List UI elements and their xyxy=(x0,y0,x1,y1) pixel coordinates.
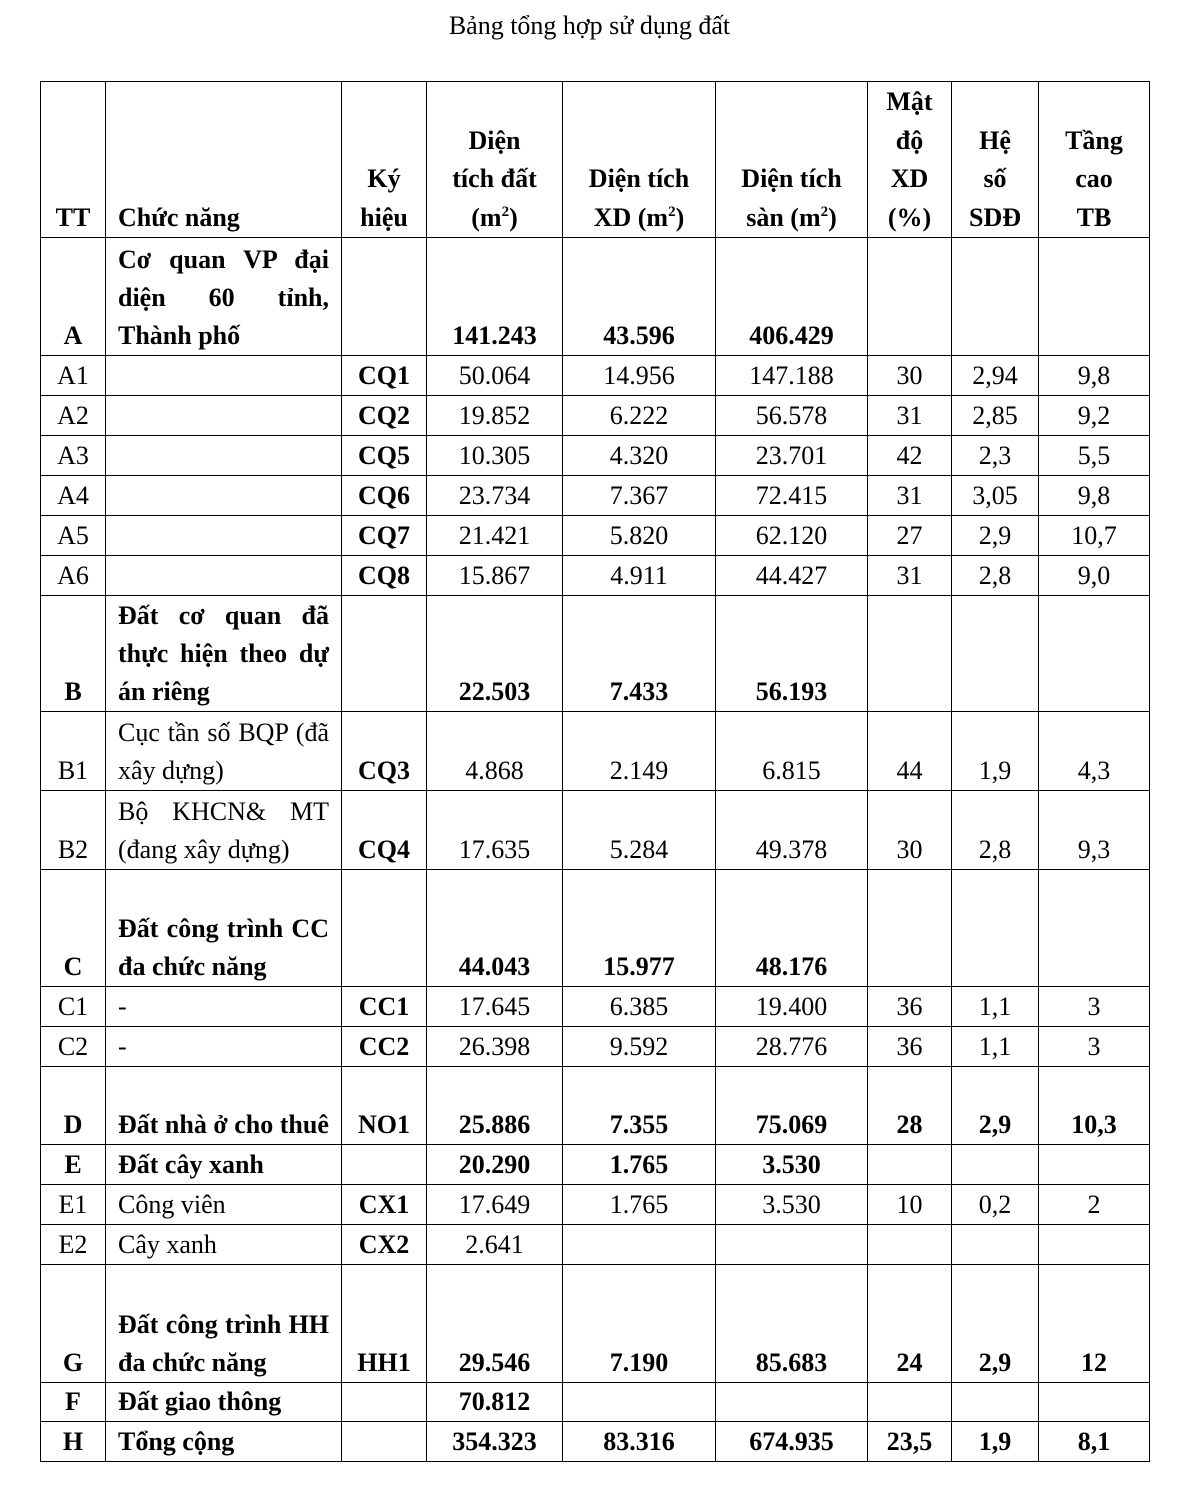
cell-mat-do: 42 xyxy=(868,436,952,476)
cell-dien-tich-dat: 29.546 xyxy=(427,1265,563,1383)
cell-tt: A6 xyxy=(41,556,106,596)
cell-tt: E2 xyxy=(41,1225,106,1265)
cell-dien-tich-san: 674.935 xyxy=(716,1422,868,1462)
cell-chuc-nang: - xyxy=(106,1027,342,1067)
cell-dien-tich-xd: 1.765 xyxy=(563,1145,716,1185)
cell-tang-cao: 3 xyxy=(1039,1027,1150,1067)
cell-ky-hieu: CQ2 xyxy=(342,396,427,436)
cell-mat-do: 27 xyxy=(868,516,952,556)
cell-mat-do: 31 xyxy=(868,396,952,436)
cell-tang-cao: 5,5 xyxy=(1039,436,1150,476)
table-row xyxy=(41,436,1150,476)
cell-dien-tich-xd: 6.222 xyxy=(563,396,716,436)
table-row xyxy=(41,516,1150,556)
cell-dien-tich-san: 48.176 xyxy=(716,870,868,987)
cell-he-so: 1,1 xyxy=(952,1027,1039,1067)
cell-chuc-nang xyxy=(106,396,342,436)
cell-he-so: 1,1 xyxy=(952,987,1039,1027)
cell-dien-tich-xd: 9.592 xyxy=(563,1027,716,1067)
cell-tt: E xyxy=(41,1145,106,1185)
cell-mat-do xyxy=(868,1225,952,1265)
cell-dien-tich-dat: 20.290 xyxy=(427,1145,563,1185)
cell-tang-cao: 8,1 xyxy=(1039,1422,1150,1462)
cell-he-so: 2,85 xyxy=(952,396,1039,436)
cell-mat-do: 10 xyxy=(868,1185,952,1225)
cell-mat-do: 36 xyxy=(868,987,952,1027)
cell-mat-do: 31 xyxy=(868,556,952,596)
cell-tang-cao xyxy=(1039,1145,1150,1185)
cell-mat-do: 44 xyxy=(868,712,952,791)
cell-chuc-nang: Cơ quan VP đại diện 60 tỉnh, Thành phố xyxy=(106,238,342,356)
cell-chuc-nang: Đất giao thông xyxy=(106,1383,342,1422)
cell-tt: A4 xyxy=(41,476,106,516)
cell-he-so: 3,05 xyxy=(952,476,1039,516)
cell-dien-tich-dat: 17.649 xyxy=(427,1185,563,1225)
cell-he-so: 2,8 xyxy=(952,791,1039,870)
header-dien-tich-xd: Diện tích XD $(m^2)$ xyxy=(563,82,716,238)
cell-ky-hieu: CQ5 xyxy=(342,436,427,476)
cell-chuc-nang: Đất công trình CC đa chức năng xyxy=(106,870,342,987)
table-row xyxy=(41,791,1150,870)
cell-dien-tich-dat: 354.323 xyxy=(427,1422,563,1462)
cell-ky-hieu xyxy=(342,1383,427,1422)
table-row xyxy=(41,712,1150,791)
cell-chuc-nang xyxy=(106,556,342,596)
cell-dien-tich-xd: 7.190 xyxy=(563,1265,716,1383)
header-chuc-nang: Chức năng xyxy=(106,82,342,238)
cell-he-so: 2,9 xyxy=(952,1265,1039,1383)
cell-tang-cao xyxy=(1039,1225,1150,1265)
table-row xyxy=(41,870,1150,987)
table-row xyxy=(41,1225,1150,1265)
cell-dien-tich-xd: 7.433 xyxy=(563,596,716,712)
cell-dien-tich-dat: 44.043 xyxy=(427,870,563,987)
cell-he-so xyxy=(952,1383,1039,1422)
table-row xyxy=(41,1383,1150,1422)
cell-chuc-nang: Đất nhà ở cho thuê xyxy=(106,1067,342,1145)
cell-dien-tich-san: 19.400 xyxy=(716,987,868,1027)
cell-mat-do xyxy=(868,596,952,712)
header-he-so: Hệ số SDĐ xyxy=(952,82,1039,238)
cell-tang-cao xyxy=(1039,1383,1150,1422)
cell-tang-cao: 9,0 xyxy=(1039,556,1150,596)
cell-ky-hieu: CQ6 xyxy=(342,476,427,516)
cell-dien-tich-san: 3.530 xyxy=(716,1185,868,1225)
cell-he-so xyxy=(952,1225,1039,1265)
cell-tang-cao: 10,3 xyxy=(1039,1067,1150,1145)
cell-dien-tich-san xyxy=(716,1383,868,1422)
table-row xyxy=(41,356,1150,396)
cell-tt: G xyxy=(41,1265,106,1383)
cell-ky-hieu: CX2 xyxy=(342,1225,427,1265)
cell-chuc-nang: Tổng cộng xyxy=(106,1422,342,1462)
cell-dien-tich-san: 75.069 xyxy=(716,1067,868,1145)
cell-tt: A5 xyxy=(41,516,106,556)
header-dien-tich-dat: Diện tích đất $(m^2)$ xyxy=(427,82,563,238)
cell-dien-tich-dat: 2.641 xyxy=(427,1225,563,1265)
cell-dien-tich-dat: 17.635 xyxy=(427,791,563,870)
table-row xyxy=(41,1067,1150,1145)
cell-dien-tich-dat: 19.852 xyxy=(427,396,563,436)
cell-dien-tich-xd: 7.355 xyxy=(563,1067,716,1145)
cell-chuc-nang: Đất cơ quan đã thực hiện theo dự án riêng xyxy=(106,596,342,712)
table-row xyxy=(41,1265,1150,1383)
cell-tang-cao: 10,7 xyxy=(1039,516,1150,556)
land-use-table xyxy=(40,81,1150,1462)
cell-tt: C xyxy=(41,870,106,987)
cell-dien-tich-san: 56.578 xyxy=(716,396,868,436)
cell-he-so: 2,9 xyxy=(952,516,1039,556)
cell-dien-tich-dat: 141.243 xyxy=(427,238,563,356)
cell-dien-tich-xd: 5.820 xyxy=(563,516,716,556)
cell-mat-do: 36 xyxy=(868,1027,952,1067)
cell-dien-tich-dat: 70.812 xyxy=(427,1383,563,1422)
cell-ky-hieu xyxy=(342,870,427,987)
cell-ky-hieu: CQ3 xyxy=(342,712,427,791)
cell-dien-tich-san: 62.120 xyxy=(716,516,868,556)
cell-dien-tich-dat: 23.734 xyxy=(427,476,563,516)
table-row xyxy=(41,396,1150,436)
cell-tang-cao: 4,3 xyxy=(1039,712,1150,791)
cell-tt: B xyxy=(41,596,106,712)
cell-dien-tich-dat: 4.868 xyxy=(427,712,563,791)
cell-ky-hieu: CQ7 xyxy=(342,516,427,556)
table-row xyxy=(41,1145,1150,1185)
cell-dien-tich-xd: 15.977 xyxy=(563,870,716,987)
cell-dien-tich-dat: 17.645 xyxy=(427,987,563,1027)
cell-dien-tich-san: 44.427 xyxy=(716,556,868,596)
cell-tt: A1 xyxy=(41,356,106,396)
cell-dien-tich-san: 56.193 xyxy=(716,596,868,712)
cell-ky-hieu: CQ8 xyxy=(342,556,427,596)
cell-tt: D xyxy=(41,1067,106,1145)
cell-tang-cao: 12 xyxy=(1039,1265,1150,1383)
cell-mat-do xyxy=(868,1383,952,1422)
cell-chuc-nang: Đất công trình HH đa chức năng xyxy=(106,1265,342,1383)
cell-he-so xyxy=(952,870,1039,987)
cell-tt: C2 xyxy=(41,1027,106,1067)
cell-dien-tich-xd: 7.367 xyxy=(563,476,716,516)
cell-dien-tich-san: 3.530 xyxy=(716,1145,868,1185)
cell-ky-hieu xyxy=(342,238,427,356)
cell-tang-cao: 9,3 xyxy=(1039,791,1150,870)
cell-tt: C1 xyxy=(41,987,106,1027)
cell-dien-tich-dat: 15.867 xyxy=(427,556,563,596)
cell-tang-cao: 2 xyxy=(1039,1185,1150,1225)
cell-dien-tich-xd: 5.284 xyxy=(563,791,716,870)
cell-mat-do: 24 xyxy=(868,1265,952,1383)
cell-dien-tich-san xyxy=(716,1225,868,1265)
cell-chuc-nang: Công viên xyxy=(106,1185,342,1225)
cell-mat-do: 31 xyxy=(868,476,952,516)
cell-he-so: 1,9 xyxy=(952,712,1039,791)
cell-chuc-nang xyxy=(106,476,342,516)
cell-dien-tich-san: 147.188 xyxy=(716,356,868,396)
cell-mat-do xyxy=(868,238,952,356)
cell-ky-hieu xyxy=(342,596,427,712)
table-row xyxy=(41,556,1150,596)
cell-chuc-nang: Cục tần số BQP (đã xây dựng) xyxy=(106,712,342,791)
cell-tt: A xyxy=(41,238,106,356)
cell-tt: B2 xyxy=(41,791,106,870)
cell-tang-cao xyxy=(1039,238,1150,356)
cell-tang-cao xyxy=(1039,870,1150,987)
cell-dien-tich-xd: 2.149 xyxy=(563,712,716,791)
cell-dien-tich-dat: 22.503 xyxy=(427,596,563,712)
cell-he-so xyxy=(952,596,1039,712)
cell-dien-tich-san: 49.378 xyxy=(716,791,868,870)
cell-dien-tich-san: 23.701 xyxy=(716,436,868,476)
cell-dien-tich-xd: 6.385 xyxy=(563,987,716,1027)
cell-dien-tich-dat: 25.886 xyxy=(427,1067,563,1145)
cell-dien-tich-xd: 4.911 xyxy=(563,556,716,596)
cell-dien-tich-san: 72.415 xyxy=(716,476,868,516)
cell-dien-tich-dat: 50.064 xyxy=(427,356,563,396)
cell-tang-cao: 9,2 xyxy=(1039,396,1150,436)
cell-he-so: 0,2 xyxy=(952,1185,1039,1225)
cell-he-so xyxy=(952,238,1039,356)
cell-tt: H xyxy=(41,1422,106,1462)
cell-he-so: 2,9 xyxy=(952,1067,1039,1145)
page-title: Bảng tổng hợp sử dụng đất xyxy=(448,11,731,40)
cell-tang-cao xyxy=(1039,596,1150,712)
cell-he-so: 2,94 xyxy=(952,356,1039,396)
cell-chuc-nang xyxy=(106,516,342,556)
cell-ky-hieu: CQ4 xyxy=(342,791,427,870)
header-mat-do: Mật độ XD (%) xyxy=(868,82,952,238)
cell-mat-do xyxy=(868,870,952,987)
cell-chuc-nang xyxy=(106,356,342,396)
table-row xyxy=(41,476,1150,516)
cell-dien-tich-san: 406.429 xyxy=(716,238,868,356)
cell-ky-hieu: CC2 xyxy=(342,1027,427,1067)
header-ky-hieu: Ký hiệu xyxy=(342,82,427,238)
header-row xyxy=(41,82,1150,238)
cell-ky-hieu xyxy=(342,1422,427,1462)
cell-tt: F xyxy=(41,1383,106,1422)
cell-dien-tich-xd: 43.596 xyxy=(563,238,716,356)
cell-dien-tich-xd: 14.956 xyxy=(563,356,716,396)
cell-dien-tich-san: 6.815 xyxy=(716,712,868,791)
cell-dien-tich-xd xyxy=(563,1383,716,1422)
table-row xyxy=(41,238,1150,356)
cell-dien-tich-dat: 21.421 xyxy=(427,516,563,556)
cell-tang-cao: 3 xyxy=(1039,987,1150,1027)
cell-dien-tich-xd: 83.316 xyxy=(563,1422,716,1462)
cell-chuc-nang: - xyxy=(106,987,342,1027)
cell-tang-cao: 9,8 xyxy=(1039,476,1150,516)
table-row xyxy=(41,987,1150,1027)
header-tt: TT xyxy=(41,82,106,238)
cell-dien-tich-xd xyxy=(563,1225,716,1265)
cell-mat-do: 30 xyxy=(868,791,952,870)
cell-tt: E1 xyxy=(41,1185,106,1225)
cell-dien-tich-dat: 26.398 xyxy=(427,1027,563,1067)
table-row xyxy=(41,1027,1150,1067)
cell-mat-do: 23,5 xyxy=(868,1422,952,1462)
table-row xyxy=(41,596,1150,712)
cell-mat-do xyxy=(868,1145,952,1185)
cell-ky-hieu xyxy=(342,1145,427,1185)
cell-he-so: 2,3 xyxy=(952,436,1039,476)
cell-tt: A2 xyxy=(41,396,106,436)
cell-dien-tich-san: 85.683 xyxy=(716,1265,868,1383)
cell-mat-do: 30 xyxy=(868,356,952,396)
cell-dien-tich-xd: 4.320 xyxy=(563,436,716,476)
cell-chuc-nang xyxy=(106,436,342,476)
cell-chuc-nang: Bộ KHCN& MT (đang xây dựng) xyxy=(106,791,342,870)
cell-ky-hieu: CQ1 xyxy=(342,356,427,396)
cell-ky-hieu: HH1 xyxy=(342,1265,427,1383)
cell-chuc-nang: Đất cây xanh xyxy=(106,1145,342,1185)
cell-dien-tich-xd: 1.765 xyxy=(563,1185,716,1225)
cell-he-so xyxy=(952,1145,1039,1185)
cell-tt: A3 xyxy=(41,436,106,476)
cell-tt: B1 xyxy=(41,712,106,791)
cell-ky-hieu: CC1 xyxy=(342,987,427,1027)
cell-he-so: 2,8 xyxy=(952,556,1039,596)
table-row xyxy=(41,1422,1150,1462)
cell-chuc-nang: Cây xanh xyxy=(106,1225,342,1265)
cell-ky-hieu: CX1 xyxy=(342,1185,427,1225)
header-tang-cao: Tầng cao TB xyxy=(1039,82,1150,238)
header-dien-tich-san: Diện tích sàn $(m^2)$ xyxy=(716,82,868,238)
cell-ky-hieu: NO1 xyxy=(342,1067,427,1145)
cell-mat-do: 28 xyxy=(868,1067,952,1145)
table-row xyxy=(41,1185,1150,1225)
cell-dien-tich-san: 28.776 xyxy=(716,1027,868,1067)
cell-he-so: 1,9 xyxy=(952,1422,1039,1462)
cell-tang-cao: 9,8 xyxy=(1039,356,1150,396)
cell-dien-tich-dat: 10.305 xyxy=(427,436,563,476)
